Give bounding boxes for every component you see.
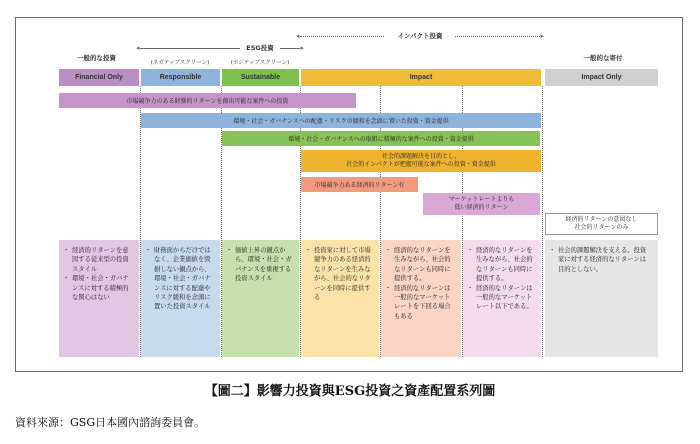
- arrow-left-icon: ◂: [296, 32, 300, 40]
- bar-text-line: 社会的課題解決を目的とし、: [381, 153, 460, 160]
- category-label: Sustainable: [240, 74, 281, 81]
- general-investment-header: 一般的な投資: [77, 54, 116, 62]
- bar-esg-consideration: 環境・社会・ガバナンスへの配慮・リスクの緩和を念頭に置いた投資・資金提供: [141, 113, 541, 128]
- bar-esg-active: 環境・社会・ガバナンスへの取組に積極的な案件への投資・資金提供: [222, 131, 540, 146]
- negative-screening-label: (ネガティブスクリーン): [150, 60, 210, 66]
- category-responsible: [141, 69, 220, 86]
- bar-social-impact: [301, 150, 541, 172]
- impact-investment-header: インパクト投資: [385, 31, 455, 40]
- description-impact-only: [545, 240, 658, 357]
- bar-text-line: マーケットレートよりも: [448, 196, 515, 203]
- category-sustainable: [222, 69, 299, 86]
- description-impact-market: [301, 240, 379, 357]
- figure-caption: 【圖二】影響力投資與ESG投資之資產配置系列圖: [204, 384, 496, 399]
- description-item: ・ 経済的なリターンを生みながら、社会的なリターンも同時に提供する。: [469, 246, 535, 284]
- category-label: Impact: [409, 74, 433, 81]
- bar-text-line: 低い経済的リターン: [454, 204, 509, 211]
- category-impact-only: [545, 69, 658, 86]
- bar-financial-return: 市場競争力のある財務的リターンを創出可能な案件への投資: [59, 93, 356, 108]
- bar-below-market-return: [423, 193, 540, 215]
- category-label: Impact Only: [581, 74, 622, 81]
- description-item: ・ 投資家に対して市場競争力のある経済的なリターンを生みながら、社会的なリターンを同時に提供する: [307, 246, 373, 302]
- description-item: ・ 財務面からだけではなく、企業価値を毀損しない観点から、環境・社会・ガバナンスに対する配慮やリスク緩和を念頭に置いた投資スタイル: [147, 246, 214, 312]
- arrow-right-icon: ▸: [540, 32, 544, 40]
- column-divider: [542, 86, 543, 357]
- description-financial-only: [59, 240, 139, 357]
- description-impact-low-return: [463, 240, 541, 357]
- description-responsible: [141, 240, 220, 357]
- category-impact: [301, 69, 541, 86]
- positive-screening-label: (ポジティブスクリーン): [230, 60, 290, 66]
- description-sustainable: [222, 240, 299, 357]
- description-item: ・ 社会的課題解決を支える。投資家に対する経済的なリターンは目的としない。: [551, 246, 652, 274]
- description-item: ・ 経済的なリターンは一般的なマーケットレート以下である。: [469, 284, 535, 312]
- description-item: ・ 環境・社会・ガバナンスに対する積極的な関心はない: [65, 274, 133, 302]
- category-label: Responsible: [159, 74, 202, 81]
- description-item: ・ 経済的なリターンを生みながら、社会的なリターンも同時に提供する。: [387, 246, 455, 284]
- source-note: 資料來源：GSG日本國內諮詢委員會。: [15, 416, 206, 429]
- description-item: ・ 経済的なリターンは一般的なマーケットレートを下回る場合もある: [387, 284, 455, 322]
- esg-investment-header: ESG投資: [240, 43, 280, 52]
- general-donation-header: 一般的な寄付: [583, 54, 623, 62]
- bar-text-line: 経済的リターンの意図なし: [565, 216, 638, 223]
- description-item: ・ 価値上昇の観点から、環境・社会・ガバナンスを重視する投資スタイル: [228, 246, 293, 284]
- category-label: Financial Only: [75, 74, 123, 81]
- category-financial-only: [59, 69, 139, 86]
- description-impact-below-market: [381, 240, 461, 357]
- bar-market-return: 市場競争力ある経済的リターン有: [301, 177, 418, 192]
- description-item: ・ 経済的リターンを意図する従来型の投資スタイル: [65, 246, 133, 274]
- arrow-right-icon: ▸: [300, 44, 304, 52]
- arrow-left-icon: ◂: [136, 44, 140, 52]
- bar-social-return-only: [545, 213, 658, 235]
- bar-text-line: 社会的リターンのみ: [574, 224, 629, 231]
- bar-text-line: 社会的インパクトが把握可能な案件への投資・資金提供: [346, 161, 496, 168]
